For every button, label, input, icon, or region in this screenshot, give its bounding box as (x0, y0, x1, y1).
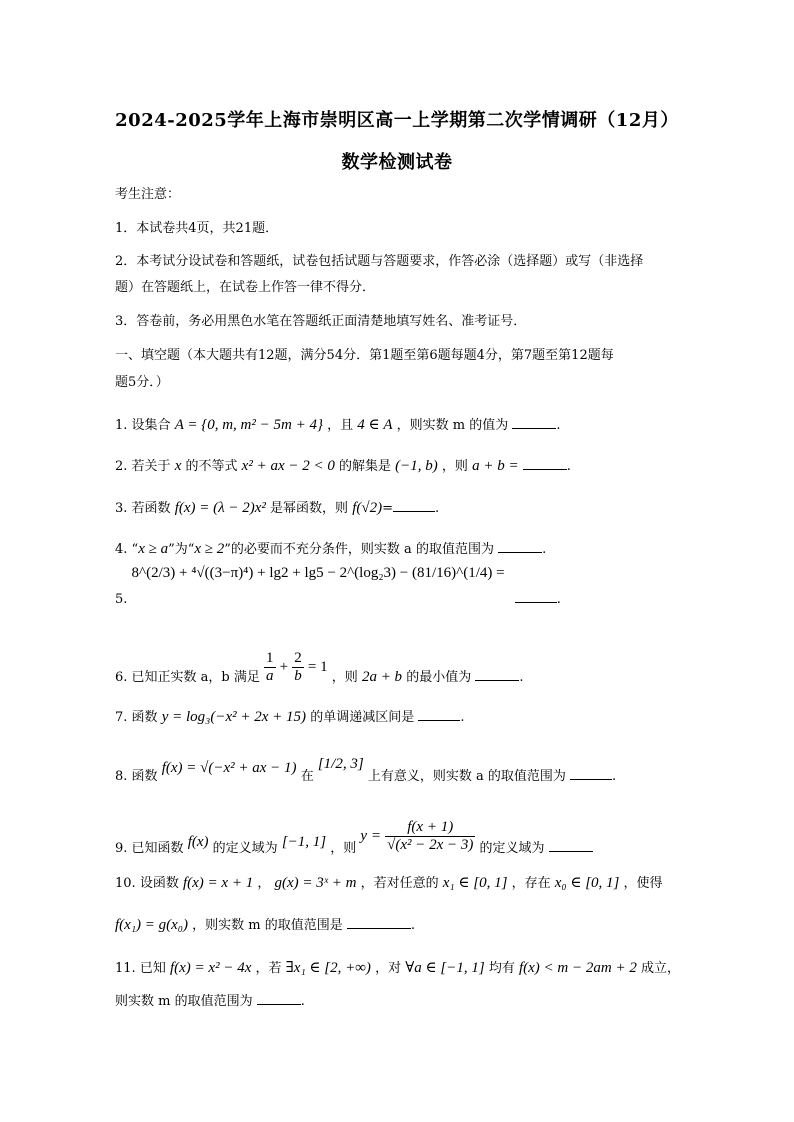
question-number: 4. (115, 542, 128, 557)
question-10 (115, 872, 663, 892)
math-expression: f(√2) (352, 500, 383, 516)
question-text: 是幂函数，则 (270, 501, 349, 516)
question-8: 8. 函数 f(x) = √(−x² + ax − 1) 在 [1/2, 3] 上有意义，则实数 a 的取值范围为 . (115, 756, 617, 784)
question-text: ”为“ (168, 542, 195, 557)
math-expression: A = {0, m, m² − 5m + 4} (174, 417, 323, 433)
question-text: 若函数 (131, 501, 171, 516)
math-expression: f(x) = x + 1 (182, 875, 254, 891)
math-expression: x₀ ∈ [0, 1] (554, 875, 620, 891)
math-expression: x₁ ∈ [0, 1] (442, 875, 508, 891)
question-number: 10. (115, 876, 136, 891)
math-expression: 4 ∈ A (357, 417, 393, 433)
question-text: 已知函数 (131, 841, 184, 856)
math-expression: a + b = (472, 458, 519, 474)
question-text: ”的必要而不充分条件，则实数 a 的取值范围为 (224, 542, 494, 557)
question-text: 的定义域为 (479, 841, 545, 856)
exam-subtitle: 数学检测试卷 (341, 152, 453, 173)
math-expression: ∀a ∈ [−1, 1] (405, 960, 485, 976)
answer-blank (475, 668, 519, 681)
math-expression: f(x) = (λ − 2)x² (174, 500, 266, 516)
question-text: ，则 (331, 670, 358, 685)
math-expression: x ≥ 2 (194, 541, 225, 557)
math-constraint: $\frac{1}{a}$ + $\frac{2}{b}$ = 1 (266, 650, 328, 684)
question-11 (115, 957, 680, 977)
question-number: 9. (115, 841, 128, 856)
math-expression: x² + ax − 2 < 0 (241, 458, 335, 474)
answer-blank (549, 839, 593, 852)
question-number: 3. (115, 501, 128, 516)
question-text: 的定义域为 (212, 841, 278, 856)
question-6: 6. 已知正实数 a，b 满足 $\frac{1}{a}$ + $\frac{2}{b}$ = 1 ，则 2a + b 的最小值为 . (115, 650, 524, 685)
question-text: “ (131, 542, 139, 557)
section-header: 一、填空题（本大题共有12题，满分54分．第1题至第6题每题4分，第7题至第12题每 (115, 348, 614, 363)
math-expression: [1/2, 3] (317, 756, 364, 772)
question-number: 1. (115, 418, 128, 433)
question-text: 的最小值为 (406, 670, 472, 685)
question-text: 已知正实数 a，b 满足 (131, 670, 260, 685)
answer-blank (257, 992, 301, 1005)
notice-item-2-cont: 题）在答题纸上，在试卷上作答一律不得分． (115, 280, 376, 295)
question-3: 3. 若函数 f(x) = (λ − 2)x² 是幂函数，则 f(√2)= . (115, 500, 440, 516)
answer-blank (347, 916, 411, 929)
question-text: 函数 (131, 710, 158, 725)
question-number: 7. (115, 710, 128, 725)
math-expression: 2a + b (361, 669, 403, 685)
question-text: 若关于 (131, 459, 171, 474)
question-4: 4. “x ≥ a”为“x ≥ 2”的必要而不充分条件，则实数 a 的取值范围为 . (115, 541, 547, 557)
question-7: 7. 函数 y = log₃(−x² + 2x + 15) 的单调递减区间是 . (115, 709, 465, 725)
answer-blank (515, 590, 557, 603)
question-text: ，若 (255, 961, 282, 976)
question-10-cont: f(x₁) = g(x₀) ，则实数 m 的取值范围是 . (115, 917, 416, 933)
question-number: 2. (115, 459, 128, 474)
math-expression: ∃x₁ ∈ [2, +∞) (285, 960, 371, 976)
math-fraction: y = $\frac{f(x + 1)}{\text{√(x² − 2x − 3)}}$ (360, 819, 474, 853)
answer-blank (512, 416, 556, 429)
question-number: 8. (115, 769, 128, 784)
section-header-cont: 题5分．） (115, 375, 169, 390)
question-text: 设集合 (131, 418, 171, 433)
math-expression: f(x₁) = g(x₀) (115, 917, 189, 933)
question-text: 在 (300, 769, 314, 784)
question-text: 成立， (640, 961, 680, 976)
question-number: 6. (115, 670, 128, 685)
notice-item-1: 1．本试卷共4页，共21题． (115, 221, 279, 236)
math-expression: x ≥ a (138, 541, 169, 557)
question-text: ，若对任意的 (360, 876, 439, 891)
question-text: 均有 (488, 961, 515, 976)
question-text: ，则 (441, 459, 468, 474)
question-text: 已知 (139, 961, 166, 976)
answer-blank (523, 457, 567, 470)
question-text: ，则 (330, 841, 357, 856)
question-text: ，存在 (511, 876, 551, 891)
question-text: 函数 (131, 769, 158, 784)
question-text: ，则实数 m 的值为 (396, 418, 509, 433)
math-expression: f(x) < m − 2am + 2 (518, 960, 637, 976)
notice-heading: 考生注意： (115, 187, 181, 202)
question-5: 5. 8^(2/3) + ⁴√((3−π)⁴) + lg2 + lg5 − 2^(log₂3) − (81/16)^(1/4) = . (115, 565, 561, 607)
question-number: 5. (115, 592, 128, 607)
question-2: 2. 若关于 x 的不等式 x² + ax − 2 < 0 的解集是 (−1, b) ，则 a + b = . (115, 458, 571, 474)
notice-item-2: 2．本考试分设试卷和答题纸，试卷包括试题与答题要求，作答必涂（选择题）或写（非选择 (115, 254, 644, 269)
question-text: ，使得 (623, 876, 663, 891)
question-text: ，对 (375, 961, 402, 976)
question-text: ， (257, 876, 271, 891)
exam-title: 2024-2025学年上海市崇明区高一上学期第二次学情调研（12月） (115, 110, 679, 131)
answer-blank (418, 708, 460, 721)
math-expression: y = log₃(−x² + 2x + 15) (161, 709, 307, 725)
question-9 (115, 819, 593, 866)
question-text: ，则实数 m 的取值范围是 (192, 918, 343, 933)
question-1: 1. 设集合 A = {0, m, m² − 5m + 4} ，且 4 ∈ A ，则实数 m 的值为 . (115, 417, 561, 433)
math-expression: [−1, 1] (281, 834, 327, 850)
answer-blank (393, 499, 435, 512)
question-text: 则实数 m 的取值范围为 (115, 994, 253, 1009)
math-expression: 8^(2/3) + ⁴√((3−π)⁴) + lg2 + lg5 − 2^(log₂3) − (81/16)^(1/4) = (131, 565, 505, 581)
question-text: = (382, 501, 393, 516)
math-variable: x (174, 458, 182, 474)
answer-blank (570, 767, 612, 780)
answer-blank (498, 540, 542, 553)
question-text: 的单调递减区间是 (310, 710, 415, 725)
question-number: 11. (115, 961, 136, 976)
question-text: 上有意义，则实数 a 的取值范围为 (367, 769, 566, 784)
question-text: 的不等式 (185, 459, 238, 474)
math-expression: f(x) = x² − 4x (169, 960, 252, 976)
question-text: 设函数 (139, 876, 179, 891)
math-expression: f(x) (187, 834, 209, 850)
notice-item-3: 3．答卷前，务必用黑色水笔在答题纸正面清楚地填写姓名、准考证号． (115, 314, 527, 329)
math-expression: f(x) = √(−x² + ax − 1) (161, 760, 297, 776)
question-11-cont: 则实数 m 的取值范围为 . (115, 994, 305, 1009)
math-expression: (−1, b) (395, 458, 438, 474)
question-text: 的解集是 (339, 459, 392, 474)
math-expression: g(x) = 3ˣ + m (274, 875, 357, 891)
question-text: ，且 (327, 418, 354, 433)
